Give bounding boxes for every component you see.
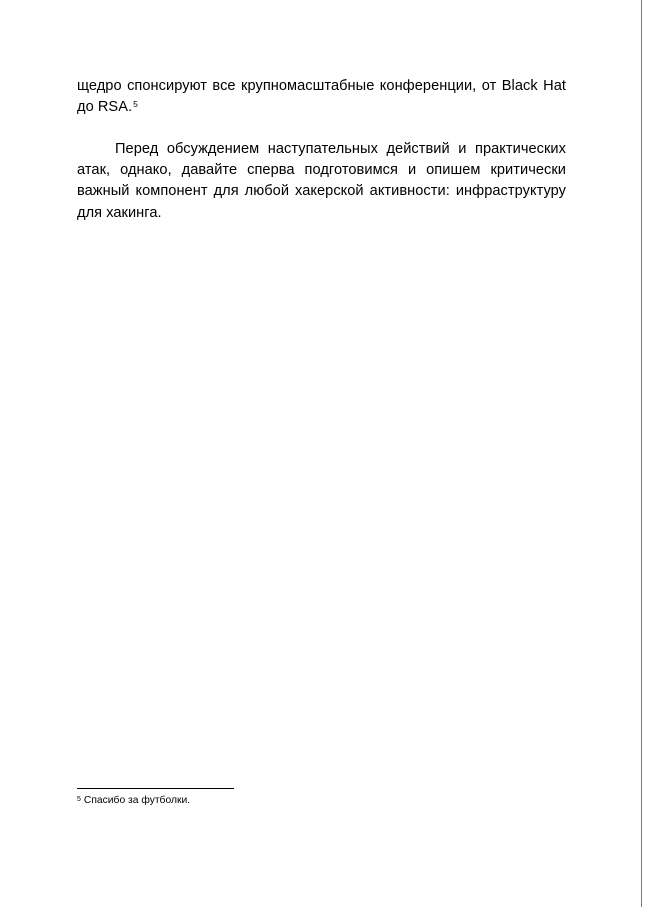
footnote: [77, 794, 190, 807]
footnote-marker: 5: [77, 796, 81, 803]
body-paragraph: [77, 139, 566, 224]
paragraph-text: щедро спонсируют все крупномасштабные конференции, от Black Hat до RSA.: [77, 78, 566, 116]
footnote-reference: 5: [133, 99, 138, 110]
footnote-text: Спасибо за футболки.: [83, 795, 191, 806]
page-edge: [642, 0, 646, 907]
footnote-separator: [77, 788, 234, 789]
body-paragraph: [77, 76, 566, 118]
paragraph-text: Перед обсуждением наступательных действий и практических атак, однако, давайте сперва подготовимся и опишем критически важный компонент для любой хакерской активности: инфраструктуру для хакинга.: [77, 141, 566, 221]
